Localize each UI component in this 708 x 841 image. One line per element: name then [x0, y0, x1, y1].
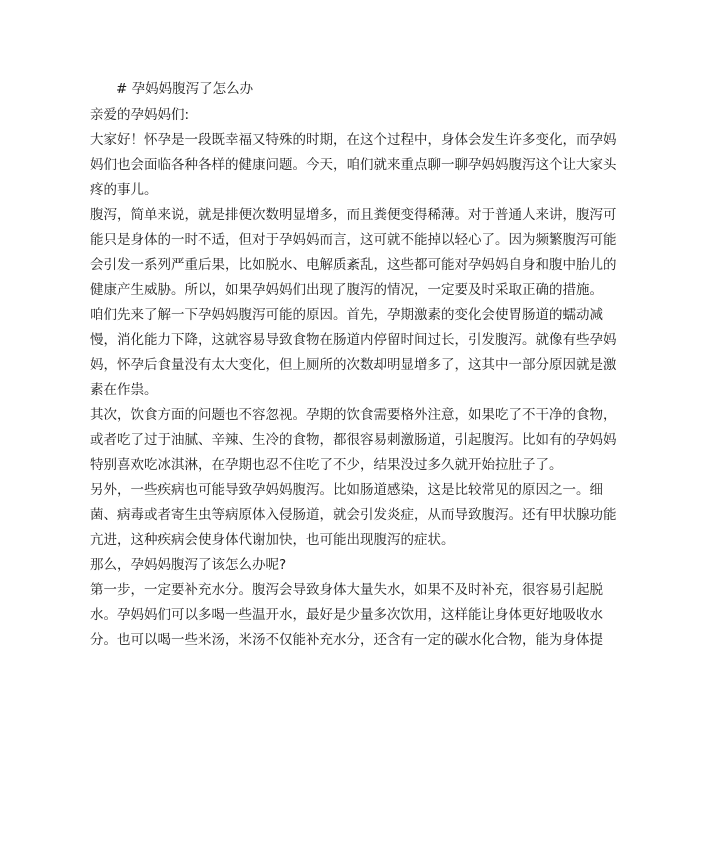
- paragraph-greeting: 亲爱的孕妈妈们:: [90, 107, 190, 123]
- paragraph-cause-diet: 其次，饮食方面的问题也不容忽视。孕期的饮食需要格外注意，如果吃了不干净的食物，或者吃了过于油腻、辛辣、生冷的食物，都很容易刺激肠道，引起腹泻。比如有的孕妈妈特别喜欢吃冰淇淋，在孕期也忍不住吃了不少，结果没过多久就开始拉肚子了。: [90, 407, 617, 473]
- paragraph-intro: 大家好！怀孕是一段既幸福又特殊的时期，在这个过程中，身体会发生许多变化，而孕妈妈们也会面临各种各样的健康问题。今天，咱们就来重点聊一聊孕妈妈腹泻这个让大家头疼的事儿。: [90, 132, 617, 198]
- paragraph-cause-hormones: 咱们先来了解一下孕妈妈腹泻可能的原因。首先，孕期激素的变化会使胃肠道的蠕动减慢，消化能力下降，这就容易导致食物在肠道内停留时间过长，引发腹泻。就像有些孕妈妈，怀孕后食量没有太大变化，但上厕所的次数却明显增多了，这其中一部分原因就是激素在作祟。: [90, 307, 617, 398]
- document-heading: # 孕妈妈腹泻了怎么办: [116, 81, 254, 97]
- document-body: [90, 103, 620, 653]
- paragraph-definition: 腹泻，简单来说，就是排便次数明显增多，而且粪便变得稀薄。对于普通人来讲，腹泻可能只是身体的一时不适，但对于孕妈妈而言，这可就不能掉以轻心了。因为频繁腹泻可能会引发一系列严重后果，比如脱水、电解质紊乱，这些都可能对孕妈妈自身和腹中胎儿的健康产生威胁。所以，如果孕妈妈们出现了腹泻的情况，一定要及时采取正确的措施。: [90, 207, 617, 298]
- paragraph-step-one: 第一步，一定要补充水分。腹泻会导致身体大量失水，如果不及时补充，很容易引起脱水。孕妈妈们可以多喝一些温开水，最好是少量多次饮用，这样能让身体更好地吸收水分。也可以喝一些米汤，米汤不仅能补充水分，还含有一定的碳水化合物，能为身体提: [90, 582, 603, 648]
- paragraph-question: 那么，孕妈妈腹泻了该怎么办呢?: [90, 557, 287, 573]
- paragraph-cause-disease: 另外，一些疾病也可能导致孕妈妈腹泻。比如肠道感染，这是比较常见的原因之一。细菌、病毒或者寄生虫等病原体入侵肠道，就会引发炎症，从而导致腹泻。还有甲状腺功能亢进，这种疾病会使身体代谢加快，也可能出现腹泻的症状。: [90, 482, 617, 548]
